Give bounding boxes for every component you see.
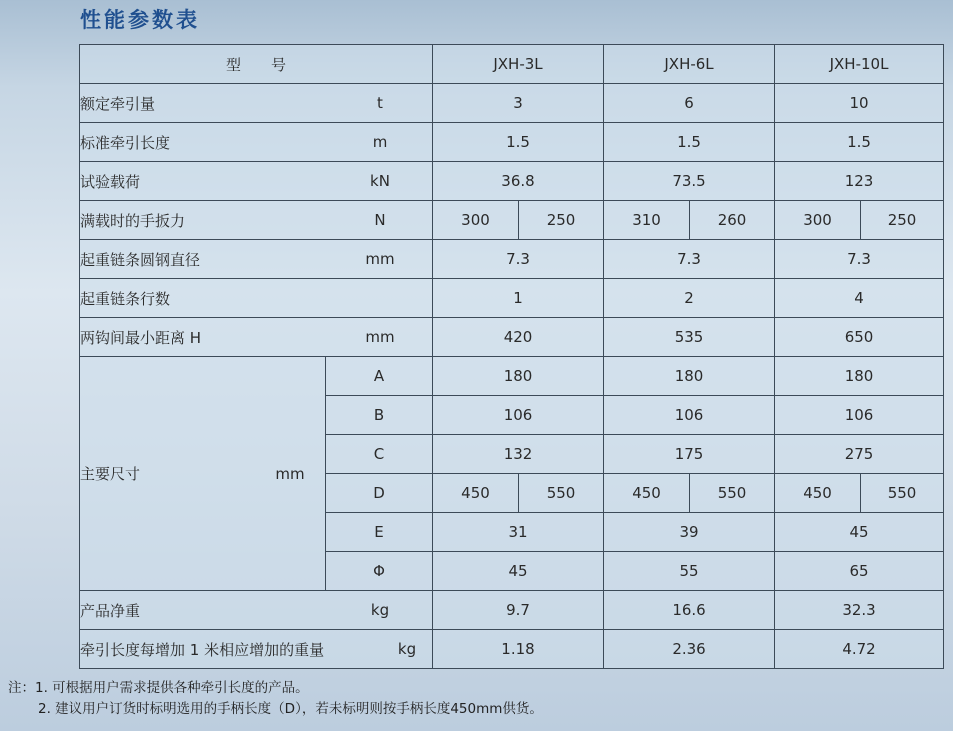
header-row (80, 45, 944, 84)
row-label: 标准牵引长度 (80, 133, 171, 152)
table-row: 产品净重 kg 9.7 16.6 32.3 (80, 591, 944, 630)
table-row: 两钩间最小距离 H mm 420 535 650 (80, 318, 944, 357)
row-label: 起重链条圆钢直径 (80, 250, 201, 269)
row-label: 起重链条行数 (80, 289, 171, 308)
footnotes (8, 678, 948, 720)
row-label: 额定牵引量 (80, 94, 156, 113)
table-row: 牵引长度每增加 1 米相应增加的重量 kg 1.18 2.36 4.72 (80, 630, 944, 669)
spec-table (79, 44, 944, 669)
row-label: 牵引长度每增加 1 米相应增加的重量 (80, 640, 325, 659)
row-unit: kN (370, 172, 390, 190)
row-unit (328, 279, 432, 317)
table-row: 起重链条行数 1 2 4 (80, 279, 944, 318)
row-label: 主要尺寸 (80, 465, 141, 483)
row-unit: mm (275, 464, 305, 483)
dim-key: B (326, 396, 433, 435)
model-col-2: JXH-6L (604, 45, 775, 84)
table-row: 标准牵引长度 m 1.5 1.5 1.5 (80, 123, 944, 162)
table-row: Φ 45 55 65 (80, 552, 944, 591)
table-row: E 31 39 45 (80, 513, 944, 552)
dim-key: Φ (326, 552, 433, 591)
note-1: 注：1. 可根据用户需求提供各种牵引长度的产品。 (8, 680, 309, 696)
dim-key: C (326, 435, 433, 474)
row-unit: kg (370, 601, 390, 619)
model-header: 型 号 (80, 45, 433, 84)
page-title: 性能参数表 (80, 8, 200, 32)
table-row: 额定牵引量 t 3 6 10 (80, 84, 944, 123)
row-label: 产品净重 (80, 601, 141, 620)
model-col-3: JXH-10L (775, 45, 944, 84)
row-unit: kg (397, 640, 417, 658)
row-label: 两钩间最小距离 H (80, 328, 202, 347)
table-row: 试验载荷 kN 36.8 73.5 123 (80, 162, 944, 201)
row-unit: t (377, 94, 383, 112)
table-row: B 106 106 106 (80, 396, 944, 435)
table-row: 起重链条圆钢直径 mm 7.3 7.3 7.3 (80, 240, 944, 279)
row-label: 满载时的手扳力 (80, 211, 186, 230)
model-col-1: JXH-3L (433, 45, 604, 84)
table-row: D 450 550 450 550 450 550 (80, 474, 944, 513)
dim-key: E (326, 513, 433, 552)
dims-label-cell (80, 357, 326, 591)
note-2: 2. 建议用户订货时标明选用的手柄长度（D），若未标明则按手柄长度450mm供货。 (38, 701, 543, 717)
table-row: 主要尺寸 mm A 180 180 180 (80, 357, 944, 396)
row-unit: mm (365, 328, 395, 346)
row-unit: m (372, 133, 388, 151)
dim-key: A (326, 357, 433, 396)
row-unit: mm (365, 250, 395, 268)
table-row: 满载时的手扳力 N 300 250 310 260 300 250 (80, 201, 944, 240)
table-row: C 132 175 275 (80, 435, 944, 474)
row-label: 试验载荷 (80, 172, 141, 191)
dim-key: D (326, 474, 433, 513)
row-unit: N (374, 211, 386, 229)
